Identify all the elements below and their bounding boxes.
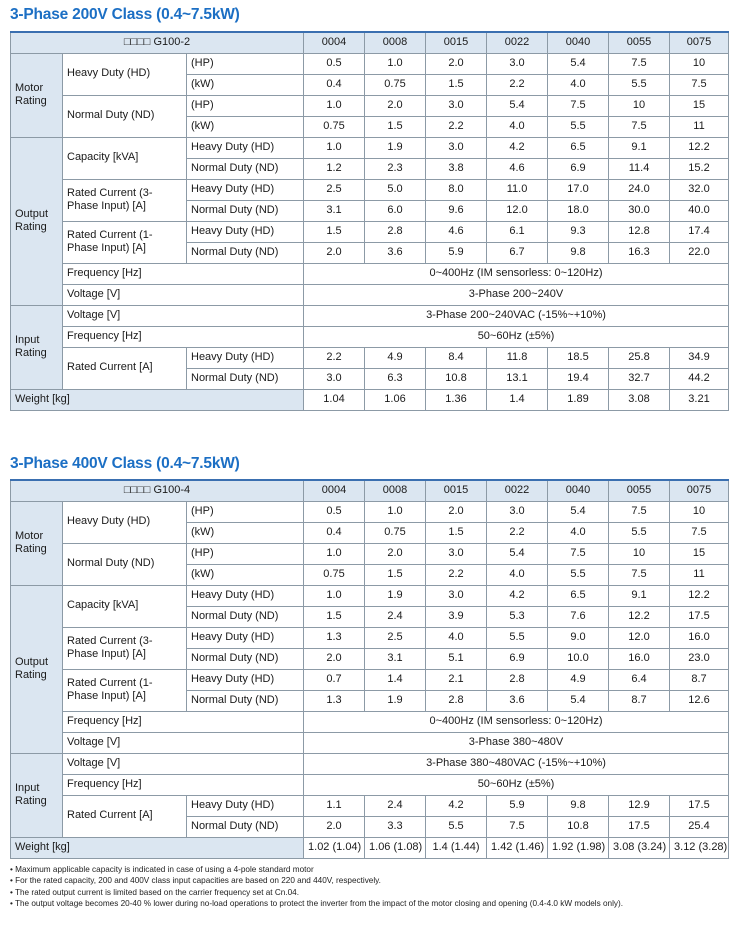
heavy-duty-label: Heavy Duty (HD) <box>63 53 187 95</box>
value-cell: 2.0 <box>304 816 365 837</box>
spec-table-400v <box>10 479 729 859</box>
value-cell: 8.4 <box>426 347 487 368</box>
value-cell: 5.4 <box>487 543 548 564</box>
value-cell: 7.5 <box>670 74 729 95</box>
heavy-duty-sub: Heavy Duty (HD) <box>187 669 304 690</box>
value-cell: 3.1 <box>365 648 426 669</box>
input-voltage-label: Voltage [V] <box>63 753 304 774</box>
value-cell: 2.0 <box>304 648 365 669</box>
value-cell: 1.06 (1.08) <box>365 837 426 858</box>
value-cell: 3.9 <box>426 606 487 627</box>
value-cell: 17.5 <box>670 606 729 627</box>
normal-duty-sub: Normal Duty (ND) <box>187 648 304 669</box>
value-cell: 2.2 <box>304 347 365 368</box>
value-cell: 9.0 <box>548 627 609 648</box>
value-cell: 1.06 <box>365 389 426 410</box>
table-row <box>11 305 729 326</box>
value-cell: 2.0 <box>365 543 426 564</box>
value-cell: 3.0 <box>426 585 487 606</box>
footnote: • The rated output current is limited based on the carrier frequency set at Cn.04. <box>10 887 299 897</box>
value-cell: 2.0 <box>304 242 365 263</box>
value-cell: 2.2 <box>426 564 487 585</box>
value-cell: 5.5 <box>487 627 548 648</box>
model-header: 0004 <box>304 480 365 501</box>
value-cell: 5.4 <box>548 690 609 711</box>
value-cell: 1.4 (1.44) <box>426 837 487 858</box>
value-cell: 25.8 <box>609 347 670 368</box>
unit-kw: (kW) <box>187 564 304 585</box>
output-voltage-label: Voltage [V] <box>63 284 304 305</box>
value-cell: 3.0 <box>304 368 365 389</box>
section-title-200v: 3-Phase 200V Class (0.4~7.5kW) <box>10 6 240 23</box>
unit-kw: (kW) <box>187 74 304 95</box>
model-header: 0055 <box>609 32 670 53</box>
value-cell: 1.9 <box>365 137 426 158</box>
value-cell: 7.6 <box>548 606 609 627</box>
value-cell: 2.2 <box>487 522 548 543</box>
value-cell: 7.5 <box>670 522 729 543</box>
value-cell: 5.4 <box>548 53 609 74</box>
value-cell: 5.9 <box>487 795 548 816</box>
value-cell: 4.0 <box>426 627 487 648</box>
value-cell: 1.5 <box>365 564 426 585</box>
value-cell: 13.1 <box>487 368 548 389</box>
input-rated-current-label: Rated Current [A] <box>63 347 187 389</box>
value-cell: 2.5 <box>304 179 365 200</box>
value-cell: 1.5 <box>304 606 365 627</box>
unit-kw: (kW) <box>187 522 304 543</box>
input-frequency-label: Frequency [Hz] <box>63 774 304 795</box>
value-cell: 11.4 <box>609 158 670 179</box>
value-cell: 4.2 <box>487 585 548 606</box>
value-cell: 10 <box>609 95 670 116</box>
output-frequency-value: 0~400Hz (IM sensorless: 0~120Hz) <box>304 263 729 284</box>
table-row <box>11 732 729 753</box>
value-cell: 2.5 <box>365 627 426 648</box>
value-cell: 40.0 <box>670 200 729 221</box>
model-label: □□□□ G100-4 <box>11 480 304 501</box>
normal-duty-sub: Normal Duty (ND) <box>187 158 304 179</box>
value-cell: 5.5 <box>609 522 670 543</box>
value-cell: 1.9 <box>365 690 426 711</box>
input-voltage-value: 3-Phase 200~240VAC (-15%~+10%) <box>304 305 729 326</box>
value-cell: 16.0 <box>609 648 670 669</box>
value-cell: 2.3 <box>365 158 426 179</box>
value-cell: 8.0 <box>426 179 487 200</box>
value-cell: 23.0 <box>670 648 729 669</box>
footnote: • The output voltage becomes 20-40 % lower during no-load operations to protect the inverter from the impact of the motor closing and opening (0.4-4.0 kW models only). <box>10 898 624 908</box>
model-header: 0040 <box>548 480 609 501</box>
value-cell: 2.4 <box>365 795 426 816</box>
value-cell: 9.6 <box>426 200 487 221</box>
value-cell: 3.21 <box>670 389 729 410</box>
value-cell: 5.1 <box>426 648 487 669</box>
value-cell: 12.8 <box>609 221 670 242</box>
value-cell: 9.8 <box>548 242 609 263</box>
value-cell: 1.3 <box>304 690 365 711</box>
unit-hp: (HP) <box>187 543 304 564</box>
header-row <box>11 480 729 501</box>
value-cell: 25.4 <box>670 816 729 837</box>
input-frequency-value: 50~60Hz (±5%) <box>304 774 729 795</box>
value-cell: 6.1 <box>487 221 548 242</box>
unit-hp: (HP) <box>187 53 304 74</box>
table-row <box>11 53 729 74</box>
value-cell: 9.1 <box>609 137 670 158</box>
value-cell: 12.2 <box>670 137 729 158</box>
rated-current-1phase-label: Rated Current (1-Phase Input) [A] <box>63 669 187 711</box>
value-cell: 7.5 <box>548 95 609 116</box>
value-cell: 11 <box>670 564 729 585</box>
value-cell: 6.3 <box>365 368 426 389</box>
unit-hp: (HP) <box>187 95 304 116</box>
value-cell: 6.9 <box>487 648 548 669</box>
input-voltage-label: Voltage [V] <box>63 305 304 326</box>
value-cell: 16.3 <box>609 242 670 263</box>
value-cell: 12.0 <box>609 627 670 648</box>
unit-hp: (HP) <box>187 501 304 522</box>
value-cell: 2.2 <box>487 74 548 95</box>
value-cell: 5.3 <box>487 606 548 627</box>
model-header: 0004 <box>304 32 365 53</box>
value-cell: 4.6 <box>487 158 548 179</box>
value-cell: 22.0 <box>670 242 729 263</box>
value-cell: 9.3 <box>548 221 609 242</box>
value-cell: 10 <box>609 543 670 564</box>
normal-duty-sub: Normal Duty (ND) <box>187 816 304 837</box>
normal-duty-sub: Normal Duty (ND) <box>187 242 304 263</box>
value-cell: 12.6 <box>670 690 729 711</box>
value-cell: 1.4 <box>487 389 548 410</box>
footnote: • For the rated capacity, 200 and 400V class input capacities are based on 220 and 440V, respectively. <box>10 876 381 886</box>
value-cell: 2.4 <box>365 606 426 627</box>
weight-label: Weight [kg] <box>11 837 304 858</box>
value-cell: 3.0 <box>426 543 487 564</box>
table-row <box>11 753 729 774</box>
normal-duty-sub: Normal Duty (ND) <box>187 690 304 711</box>
value-cell: 1.0 <box>304 585 365 606</box>
value-cell: 3.3 <box>365 816 426 837</box>
unit-kw: (kW) <box>187 116 304 137</box>
value-cell: 10.0 <box>548 648 609 669</box>
value-cell: 4.0 <box>487 564 548 585</box>
capacity-label: Capacity [kVA] <box>63 585 187 627</box>
value-cell: 0.75 <box>365 522 426 543</box>
value-cell: 17.0 <box>548 179 609 200</box>
value-cell: 4.2 <box>426 795 487 816</box>
value-cell: 6.5 <box>548 585 609 606</box>
model-header: 0040 <box>548 32 609 53</box>
model-label: □□□□ G100-2 <box>11 32 304 53</box>
value-cell: 12.2 <box>609 606 670 627</box>
output-frequency-label: Frequency [Hz] <box>63 263 304 284</box>
value-cell: 2.8 <box>365 221 426 242</box>
value-cell: 2.8 <box>487 669 548 690</box>
value-cell: 16.0 <box>670 627 729 648</box>
value-cell: 12.9 <box>609 795 670 816</box>
value-cell: 17.5 <box>670 795 729 816</box>
value-cell: 1.89 <box>548 389 609 410</box>
value-cell: 3.0 <box>487 501 548 522</box>
value-cell: 2.0 <box>426 501 487 522</box>
model-header: 0075 <box>670 32 729 53</box>
output-voltage-value: 3-Phase 200~240V <box>304 284 729 305</box>
value-cell: 5.5 <box>426 816 487 837</box>
value-cell: 3.1 <box>304 200 365 221</box>
table-row <box>11 326 729 347</box>
capacity-label: Capacity [kVA] <box>63 137 187 179</box>
value-cell: 1.02 (1.04) <box>304 837 365 858</box>
table-row <box>11 711 729 732</box>
value-cell: 1.2 <box>304 158 365 179</box>
weight-row <box>11 837 729 858</box>
model-header: 0015 <box>426 32 487 53</box>
value-cell: 1.5 <box>304 221 365 242</box>
model-header: 0075 <box>670 480 729 501</box>
value-cell: 1.0 <box>304 543 365 564</box>
footnote: • Maximum applicable capacity is indicated in case of using a 4-pole standard motor <box>10 865 314 874</box>
value-cell: 1.4 <box>365 669 426 690</box>
value-cell: 4.2 <box>487 137 548 158</box>
value-cell: 10 <box>670 53 729 74</box>
value-cell: 10 <box>670 501 729 522</box>
value-cell: 30.0 <box>609 200 670 221</box>
value-cell: 1.5 <box>365 116 426 137</box>
normal-duty-sub: Normal Duty (ND) <box>187 368 304 389</box>
value-cell: 7.5 <box>609 53 670 74</box>
value-cell: 24.0 <box>609 179 670 200</box>
value-cell: 3.6 <box>487 690 548 711</box>
value-cell: 0.75 <box>304 116 365 137</box>
value-cell: 6.0 <box>365 200 426 221</box>
table-row <box>11 501 729 522</box>
value-cell: 7.5 <box>548 543 609 564</box>
table-row <box>11 137 729 158</box>
group-motor-rating: Motor Rating <box>11 53 63 137</box>
value-cell: 3.08 <box>609 389 670 410</box>
value-cell: 0.75 <box>365 74 426 95</box>
value-cell: 4.9 <box>548 669 609 690</box>
footnotes <box>10 864 623 909</box>
model-header: 0015 <box>426 480 487 501</box>
value-cell: 3.0 <box>426 95 487 116</box>
rated-current-3phase-label: Rated Current (3-Phase Input) [A] <box>63 179 187 221</box>
table-row <box>11 795 729 816</box>
value-cell: 2.0 <box>426 53 487 74</box>
value-cell: 3.6 <box>365 242 426 263</box>
value-cell: 3.0 <box>426 137 487 158</box>
value-cell: 1.9 <box>365 585 426 606</box>
value-cell: 17.4 <box>670 221 729 242</box>
value-cell: 0.5 <box>304 53 365 74</box>
value-cell: 1.3 <box>304 627 365 648</box>
value-cell: 7.5 <box>487 816 548 837</box>
value-cell: 34.9 <box>670 347 729 368</box>
value-cell: 1.5 <box>426 74 487 95</box>
value-cell: 6.7 <box>487 242 548 263</box>
table-row <box>11 179 729 200</box>
value-cell: 1.5 <box>426 522 487 543</box>
table-row <box>11 221 729 242</box>
rated-current-3phase-label: Rated Current (3-Phase Input) [A] <box>63 627 187 669</box>
heavy-duty-label: Heavy Duty (HD) <box>63 501 187 543</box>
input-voltage-value: 3-Phase 380~480VAC (-15%~+10%) <box>304 753 729 774</box>
value-cell: 9.8 <box>548 795 609 816</box>
value-cell: 5.4 <box>487 95 548 116</box>
value-cell: 44.2 <box>670 368 729 389</box>
value-cell: 1.42 (1.46) <box>487 837 548 858</box>
rated-current-1phase-label: Rated Current (1-Phase Input) [A] <box>63 221 187 263</box>
value-cell: 15.2 <box>670 158 729 179</box>
normal-duty-sub: Normal Duty (ND) <box>187 200 304 221</box>
value-cell: 2.0 <box>365 95 426 116</box>
value-cell: 8.7 <box>670 669 729 690</box>
model-header: 0008 <box>365 480 426 501</box>
heavy-duty-sub: Heavy Duty (HD) <box>187 627 304 648</box>
value-cell: 0.4 <box>304 74 365 95</box>
table-row <box>11 627 729 648</box>
value-cell: 0.75 <box>304 564 365 585</box>
table-row <box>11 95 729 116</box>
value-cell: 1.0 <box>304 95 365 116</box>
model-header: 0022 <box>487 480 548 501</box>
value-cell: 10.8 <box>548 816 609 837</box>
output-frequency-label: Frequency [Hz] <box>63 711 304 732</box>
value-cell: 7.5 <box>609 501 670 522</box>
input-rated-current-label: Rated Current [A] <box>63 795 187 837</box>
model-header: 0022 <box>487 32 548 53</box>
value-cell: 7.5 <box>609 116 670 137</box>
normal-duty-label: Normal Duty (ND) <box>63 543 187 585</box>
value-cell: 18.0 <box>548 200 609 221</box>
normal-duty-sub: Normal Duty (ND) <box>187 606 304 627</box>
value-cell: 3.12 (3.28) <box>670 837 729 858</box>
weight-label: Weight [kg] <box>11 389 304 410</box>
value-cell: 7.5 <box>609 564 670 585</box>
value-cell: 3.08 (3.24) <box>609 837 670 858</box>
value-cell: 10.8 <box>426 368 487 389</box>
value-cell: 5.5 <box>548 116 609 137</box>
value-cell: 1.0 <box>365 53 426 74</box>
value-cell: 32.7 <box>609 368 670 389</box>
group-output-rating: Output Rating <box>11 137 63 305</box>
value-cell: 12.0 <box>487 200 548 221</box>
value-cell: 5.5 <box>609 74 670 95</box>
table-row <box>11 774 729 795</box>
value-cell: 4.9 <box>365 347 426 368</box>
value-cell: 9.1 <box>609 585 670 606</box>
section-title-400v: 3-Phase 400V Class (0.4~7.5kW) <box>10 455 240 472</box>
value-cell: 5.5 <box>548 564 609 585</box>
value-cell: 0.5 <box>304 501 365 522</box>
table-row <box>11 263 729 284</box>
table-row <box>11 585 729 606</box>
table-row <box>11 669 729 690</box>
value-cell: 12.2 <box>670 585 729 606</box>
normal-duty-label: Normal Duty (ND) <box>63 95 187 137</box>
value-cell: 4.6 <box>426 221 487 242</box>
value-cell: 18.5 <box>548 347 609 368</box>
heavy-duty-sub: Heavy Duty (HD) <box>187 585 304 606</box>
value-cell: 0.4 <box>304 522 365 543</box>
value-cell: 1.36 <box>426 389 487 410</box>
value-cell: 15 <box>670 543 729 564</box>
output-frequency-value: 0~400Hz (IM sensorless: 0~120Hz) <box>304 711 729 732</box>
value-cell: 1.04 <box>304 389 365 410</box>
heavy-duty-sub: Heavy Duty (HD) <box>187 795 304 816</box>
input-frequency-value: 50~60Hz (±5%) <box>304 326 729 347</box>
group-input-rating: Input Rating <box>11 305 63 389</box>
group-motor-rating: Motor Rating <box>11 501 63 585</box>
input-frequency-label: Frequency [Hz] <box>63 326 304 347</box>
model-header: 0008 <box>365 32 426 53</box>
heavy-duty-sub: Heavy Duty (HD) <box>187 137 304 158</box>
value-cell: 1.1 <box>304 795 365 816</box>
header-row <box>11 32 729 53</box>
spec-table-200v <box>10 31 729 411</box>
group-output-rating: Output Rating <box>11 585 63 753</box>
value-cell: 32.0 <box>670 179 729 200</box>
weight-row <box>11 389 729 410</box>
value-cell: 6.9 <box>548 158 609 179</box>
output-voltage-label: Voltage [V] <box>63 732 304 753</box>
value-cell: 6.4 <box>609 669 670 690</box>
model-header: 0055 <box>609 480 670 501</box>
value-cell: 5.0 <box>365 179 426 200</box>
value-cell: 4.0 <box>548 522 609 543</box>
value-cell: 5.4 <box>548 501 609 522</box>
value-cell: 0.7 <box>304 669 365 690</box>
output-voltage-value: 3-Phase 380~480V <box>304 732 729 753</box>
value-cell: 6.5 <box>548 137 609 158</box>
value-cell: 15 <box>670 95 729 116</box>
value-cell: 8.7 <box>609 690 670 711</box>
value-cell: 11.8 <box>487 347 548 368</box>
value-cell: 4.0 <box>548 74 609 95</box>
heavy-duty-sub: Heavy Duty (HD) <box>187 221 304 242</box>
value-cell: 17.5 <box>609 816 670 837</box>
table-row <box>11 347 729 368</box>
value-cell: 11.0 <box>487 179 548 200</box>
value-cell: 1.92 (1.98) <box>548 837 609 858</box>
value-cell: 1.0 <box>304 137 365 158</box>
value-cell: 2.8 <box>426 690 487 711</box>
value-cell: 5.9 <box>426 242 487 263</box>
group-input-rating: Input Rating <box>11 753 63 837</box>
value-cell: 4.0 <box>487 116 548 137</box>
table-row <box>11 543 729 564</box>
value-cell: 2.1 <box>426 669 487 690</box>
value-cell: 3.8 <box>426 158 487 179</box>
value-cell: 3.0 <box>487 53 548 74</box>
value-cell: 11 <box>670 116 729 137</box>
value-cell: 2.2 <box>426 116 487 137</box>
table-row <box>11 284 729 305</box>
heavy-duty-sub: Heavy Duty (HD) <box>187 179 304 200</box>
value-cell: 19.4 <box>548 368 609 389</box>
value-cell: 1.0 <box>365 501 426 522</box>
heavy-duty-sub: Heavy Duty (HD) <box>187 347 304 368</box>
